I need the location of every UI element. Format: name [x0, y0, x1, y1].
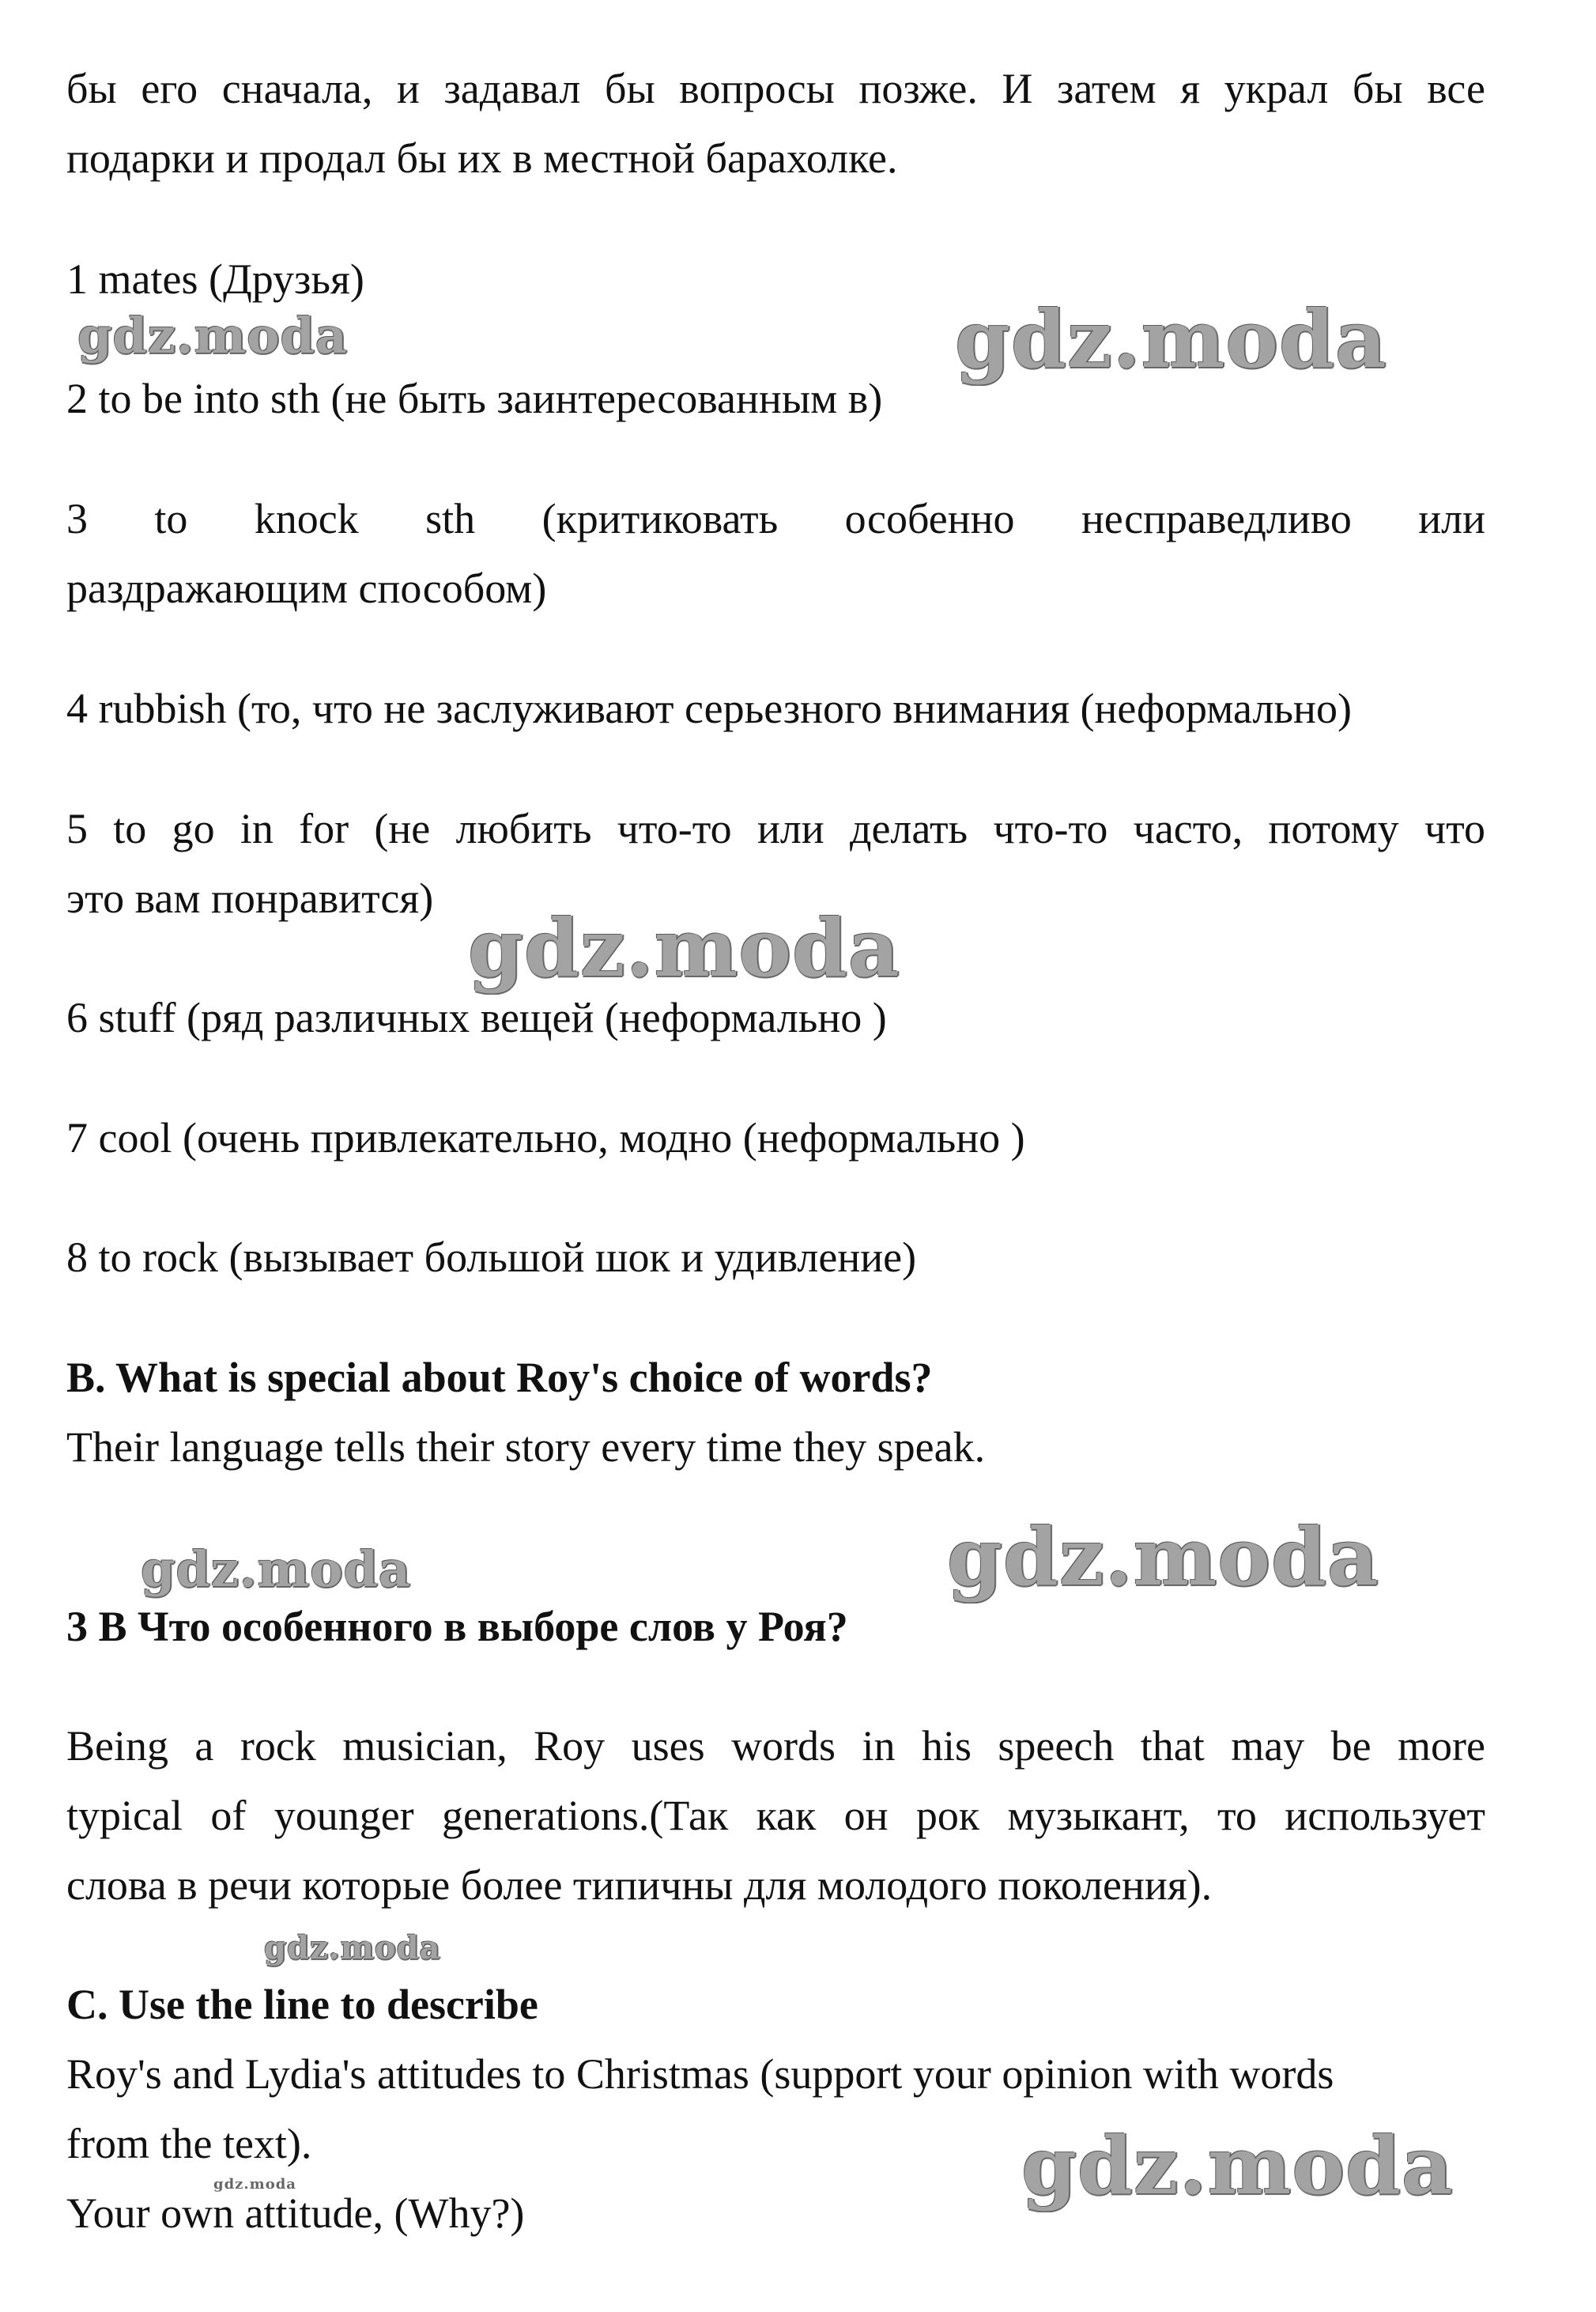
watermark: gdz.moda: [468, 901, 900, 995]
watermark: gdz.moda: [1021, 2119, 1454, 2212]
watermark: gdz.moda: [213, 2176, 296, 2193]
section-3b-answer-line-1: Being a rock musician, Roy uses words in his speech that may be more: [66, 1722, 1485, 1770]
vocab-item-3: 3 to knock sth (критиковать особенно несправедливо или: [66, 495, 1485, 542]
intro-line-2: подарки и продал бы их в местной барахолке.: [66, 134, 898, 182]
vocab-item-4: 4 rubbish (то, что не заслуживают серьезного внимания (неформально): [66, 685, 1352, 732]
watermark: gdz.moda: [141, 1540, 411, 1598]
section-c-line-1: Roy's and Lydia's attitudes to Christmas (support your opinion with words: [66, 2050, 1334, 2098]
section-3b-answer-line-3: слова в речи которые более типичны для молодого поколения).: [66, 1861, 1213, 1909]
section-3b-heading: 3 B Что особенного в выборе слов у Роя?: [66, 1603, 848, 1650]
section-b-heading: B. What is special about Roy's choice of words?: [66, 1354, 933, 1401]
watermark: gdz.moda: [955, 293, 1387, 386]
section-c-line-2: from the text).: [66, 2120, 312, 2167]
section-c-heading: C. Use the line to describe: [66, 1981, 538, 2028]
vocab-item-1: 1 mates (Друзья): [66, 255, 364, 303]
watermark: gdz.moda: [77, 307, 348, 365]
watermark: gdz.moda: [947, 1510, 1379, 1604]
section-3b-answer-line-2: typical of younger generations.(Так как он рок музыкант, то использует: [66, 1792, 1485, 1839]
vocab-item-8: 8 to rock (вызывает большой шок и удивление): [66, 1233, 917, 1281]
vocab-item-3-continued: раздражающим способом): [66, 565, 547, 612]
section-b-answer: Their language tells their story every time they speak.: [66, 1423, 986, 1471]
vocab-item-5-continued: это вам понравится): [66, 875, 434, 922]
vocab-item-7: 7 cool (очень привлекательно, модно (неформально ): [66, 1114, 1025, 1162]
vocab-item-6: 6 stuff (ряд различных вещей (неформально ): [66, 994, 887, 1041]
intro-line-1: бы его сначала, и задавал бы вопросы позже. И затем я украл бы все: [66, 65, 1485, 112]
vocab-item-2: 2 to be into sth (не быть заинтересованным в): [66, 375, 883, 422]
section-c-line-3: Your own attitude, (Why?): [66, 2189, 525, 2237]
watermark: gdz.moda: [264, 1929, 441, 1966]
vocab-item-5: 5 to go in for (не любить что-то или делать что-то часто, потому что: [66, 805, 1485, 852]
